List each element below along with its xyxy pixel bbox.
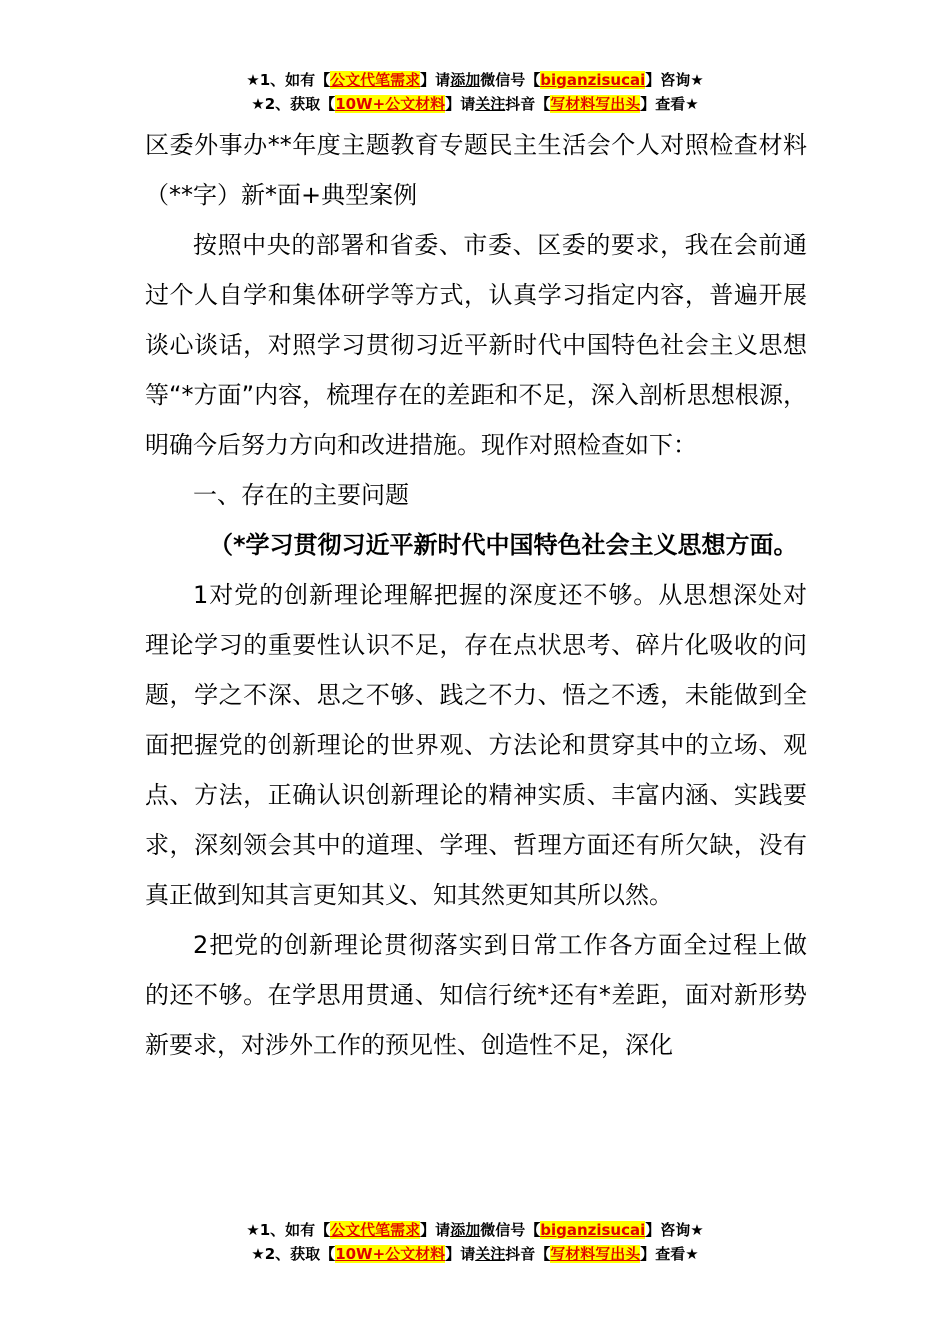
header-banner	[0, 68, 950, 116]
header-banner-line-1: ★1、如有【公文代笔需求】请添加微信号【biganzisucai】咨询★	[246, 71, 704, 89]
footer-banner-line-2: ★2、获取【10W+公文材料】请关注抖音【写材料写出头】查看★	[251, 1245, 699, 1263]
subsection-heading: （*学习贯彻习近平新时代中国特色社会主义思想方面。	[209, 531, 798, 559]
materials-highlight: 10W+公文材料	[335, 1245, 446, 1263]
wechat-id-link[interactable]: biganzisucai	[540, 71, 646, 89]
section-heading: 一、存在的主要问题	[193, 481, 409, 509]
paragraph-1: 1对党的创新理论理解把握的深度还不够。从思想深处对理论学习的重要性认识不足，存在点状思考、碎片化吸收的问题，学之不深、思之不够、践之不力、悟之不透，未能做到全面把握党的创新理论的世界观、方法论和贯穿其中的立场、观点、方法，正确认识创新理论的精神实质、丰富内涵、实践要求，深刻领会其中的道理、学理、哲理方面还有所欠缺，没有真正做到知其言更知其义、知其然更知其所以然。	[145, 581, 807, 909]
douyin-account-link[interactable]: 写材料写出头	[550, 95, 641, 113]
header-banner-line-2: ★2、获取【10W+公文材料】请关注抖音【写材料写出头】查看★	[251, 95, 699, 113]
douyin-account-link[interactable]: 写材料写出头	[550, 1245, 641, 1263]
footer-banner-line-1: ★1、如有【公文代笔需求】请添加微信号【biganzisucai】咨询★	[246, 1221, 704, 1239]
document-body	[145, 120, 807, 1070]
paragraph-2: 2把党的创新理论贯彻落实到日常工作各方面全过程上做的还不够。在学思用贯通、知信行统*还有*差距，面对新形势新要求，对涉外工作的预见性、创造性不足，深化	[145, 931, 807, 1059]
service-highlight: 公文代笔需求	[330, 1221, 421, 1239]
materials-highlight: 10W+公文材料	[335, 95, 446, 113]
service-highlight: 公文代笔需求	[330, 71, 421, 89]
footer-banner	[0, 1218, 950, 1266]
intro-paragraph: 按照中央的部署和省委、市委、区委的要求，我在会前通过个人自学和集体研学等方式，认真学习指定内容，普遍开展谈心谈话，对照学习贯彻习近平新时代中国特色社会主义思想等“*方面”内容，梳理存在的差距和不足，深入剖析思想根源，明确今后努力方向和改进措施。现作对照检查如下：	[145, 231, 807, 459]
document-title: 区委外事办**年度主题教育专题民主生活会个人对照检查材料（**字）新*面+典型案例	[145, 131, 807, 209]
wechat-id-link[interactable]: biganzisucai	[540, 1221, 646, 1239]
